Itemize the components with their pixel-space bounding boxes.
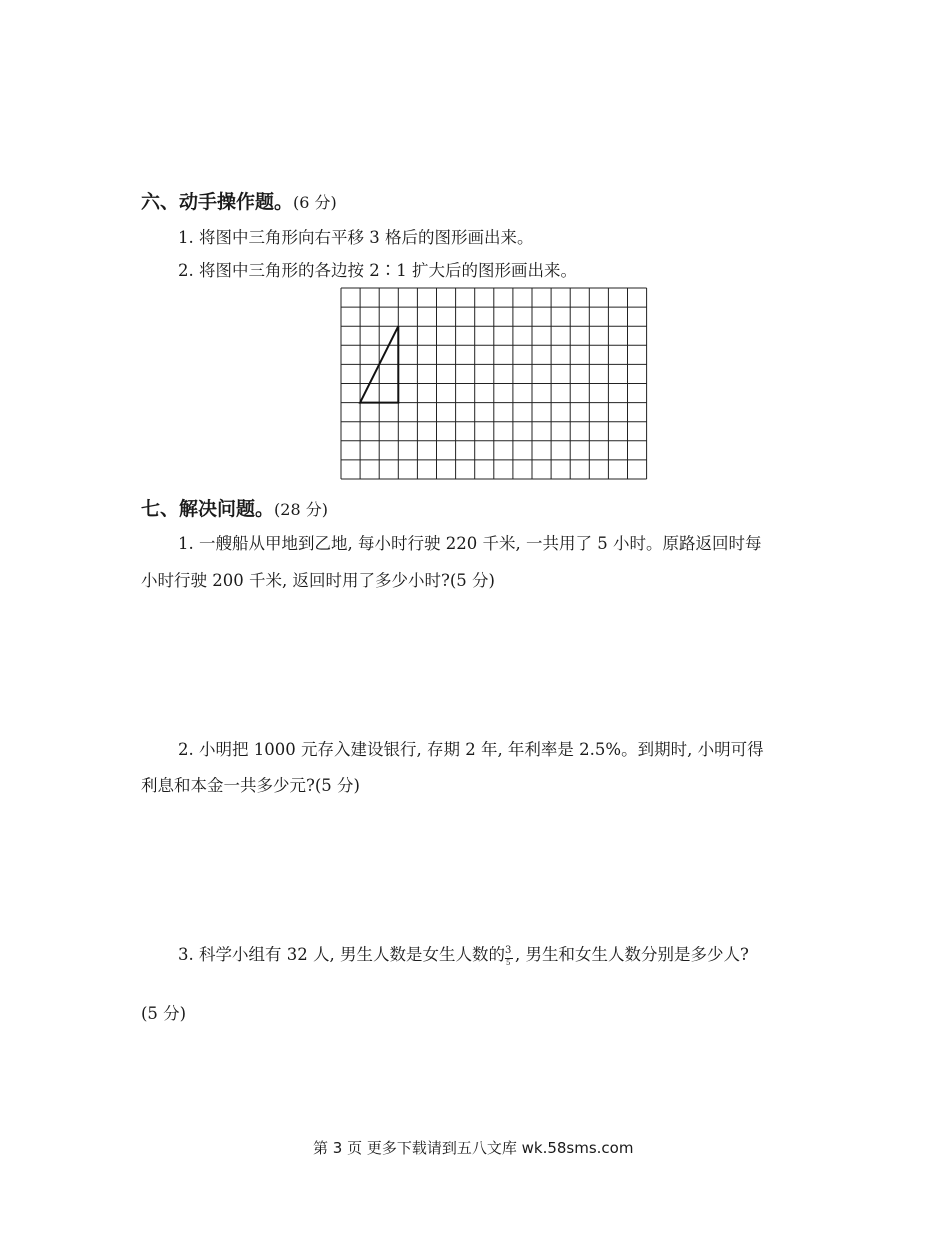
question-2-line-1: 2. 小明把 1000 元存入建设银行, 存期 2 年, 年利率是 2.5%。到期时, 小明可得 [178,740,764,759]
grid-figure [340,287,648,481]
section-6-heading [141,187,337,214]
section-6-score: (6 分) [293,193,337,212]
question-3-text-after: , 男生和女生人数分别是多少人? [514,945,749,964]
fraction-numerator: 3 [504,945,512,956]
grid-lines [341,288,647,479]
fraction [504,944,515,967]
question-3-text-before: 3. 科学小组有 32 人, 男生人数是女生人数的 [178,945,505,964]
question-3-line-2: (5 分) [141,1004,187,1023]
page-footer: 第 3 页 更多下载请到五八文库 wk.58sms.com [313,1139,634,1157]
section-7-title: 七、解决问题。 [141,498,275,520]
fraction-denominator: 5 [505,959,511,967]
section-6-question-2: 2. 将图中三角形的各边按 2∶1 扩大后的图形画出来。 [178,261,577,280]
question-2-line-2: 利息和本金一共多少元?(5 分) [141,776,360,795]
section-6-question-1: 1. 将图中三角形向右平移 3 格后的图形画出来。 [178,228,534,247]
question-1-line-1: 1. 一艘船从甲地到乙地, 每小时行驶 220 千米, 一共用了 5 小时。原路返回时每 [178,534,762,553]
question-3-line-1 [178,941,749,965]
section-6-title: 六、动手操作题。 [141,191,294,213]
section-7-score: (28 分) [274,500,328,519]
section-7-heading [141,494,328,521]
question-1-line-2: 小时行驶 200 千米, 返回时用了多少小时?(5 分) [141,571,495,590]
